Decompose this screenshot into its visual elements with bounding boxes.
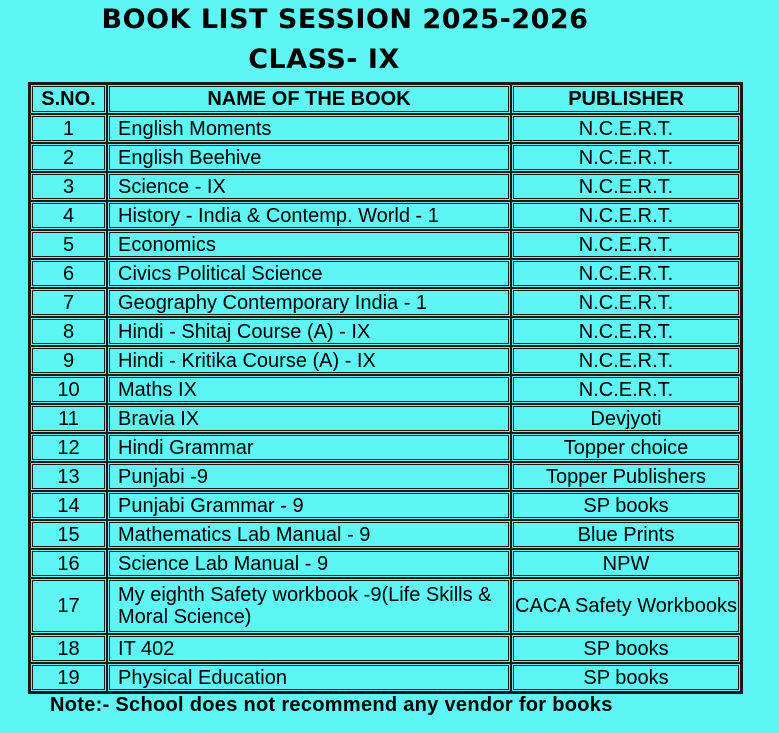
publisher-cell: Blue Prints [511, 520, 741, 549]
table-row [30, 172, 741, 201]
publisher-cell: SP books [511, 491, 741, 520]
table-row [30, 462, 741, 491]
table-row [30, 520, 741, 549]
class-label: CLASS- IX [248, 44, 400, 75]
table-row [30, 346, 741, 375]
table-row [30, 375, 741, 404]
book-name-cell: Science - IX [107, 172, 511, 201]
table-header-row [30, 84, 741, 114]
publisher-cell: NPW [511, 549, 741, 578]
publisher-cell: N.C.E.R.T. [511, 375, 741, 404]
publisher-cell: N.C.E.R.T. [511, 259, 741, 288]
book-name-cell: Punjabi Grammar - 9 [107, 491, 511, 520]
table-row [30, 114, 741, 143]
book-name-cell: Hindi - Shitaj Course (A) - IX [107, 317, 511, 346]
book-list-table [28, 82, 743, 694]
serial-number-cell: 19 [30, 663, 107, 692]
publisher-cell: N.C.E.R.T. [511, 172, 741, 201]
table-row [30, 491, 741, 520]
serial-number-cell: 5 [30, 230, 107, 259]
footer-note: Note:- School does not recommend any vendor for books [50, 694, 613, 716]
table-row [30, 549, 741, 578]
book-name-cell: Science Lab Manual - 9 [107, 549, 511, 578]
table-row [30, 143, 741, 172]
column-header-book: NAME OF THE BOOK [107, 84, 511, 114]
book-name-cell: Hindi Grammar [107, 433, 511, 462]
book-name-cell: IT 402 [107, 634, 511, 663]
serial-number-cell: 16 [30, 549, 107, 578]
serial-number-cell: 2 [30, 143, 107, 172]
serial-number-cell: 17 [30, 578, 107, 634]
table-row [30, 259, 741, 288]
publisher-cell: Topper choice [511, 433, 741, 462]
book-name-cell: My eighth Safety workbook -9(Life Skills & Moral Science) [107, 578, 511, 634]
column-header-publisher: PUBLISHER [511, 84, 741, 114]
publisher-cell: N.C.E.R.T. [511, 114, 741, 143]
book-name-cell: Mathematics Lab Manual - 9 [107, 520, 511, 549]
book-name-cell: Bravia IX [107, 404, 511, 433]
publisher-cell: N.C.E.R.T. [511, 230, 741, 259]
publisher-cell: Devjyoti [511, 404, 741, 433]
table-row [30, 433, 741, 462]
publisher-cell: N.C.E.R.T. [511, 346, 741, 375]
table-row [30, 230, 741, 259]
book-name-cell: Physical Education [107, 663, 511, 692]
serial-number-cell: 7 [30, 288, 107, 317]
table-row [30, 317, 741, 346]
publisher-cell: CACA Safety Workbooks [511, 578, 741, 634]
column-header-sno: S.NO. [30, 84, 107, 114]
publisher-cell: N.C.E.R.T. [511, 288, 741, 317]
publisher-cell: N.C.E.R.T. [511, 143, 741, 172]
serial-number-cell: 8 [30, 317, 107, 346]
serial-number-cell: 3 [30, 172, 107, 201]
publisher-cell: N.C.E.R.T. [511, 317, 741, 346]
serial-number-cell: 12 [30, 433, 107, 462]
serial-number-cell: 15 [30, 520, 107, 549]
publisher-cell: SP books [511, 663, 741, 692]
book-name-cell: Punjabi -9 [107, 462, 511, 491]
serial-number-cell: 14 [30, 491, 107, 520]
page-title: BOOK LIST SESSION 2025-2026 [101, 4, 589, 35]
serial-number-cell: 6 [30, 259, 107, 288]
publisher-cell: N.C.E.R.T. [511, 201, 741, 230]
book-name-cell: Maths IX [107, 375, 511, 404]
table-row [30, 201, 741, 230]
serial-number-cell: 1 [30, 114, 107, 143]
serial-number-cell: 10 [30, 375, 107, 404]
serial-number-cell: 9 [30, 346, 107, 375]
table-row [30, 634, 741, 663]
book-name-cell: Civics Political Science [107, 259, 511, 288]
book-name-cell: English Beehive [107, 143, 511, 172]
serial-number-cell: 11 [30, 404, 107, 433]
book-name-cell: Economics [107, 230, 511, 259]
serial-number-cell: 13 [30, 462, 107, 491]
serial-number-cell: 4 [30, 201, 107, 230]
publisher-cell: SP books [511, 634, 741, 663]
book-name-cell: English Moments [107, 114, 511, 143]
table-row [30, 288, 741, 317]
serial-number-cell: 18 [30, 634, 107, 663]
table-row [30, 578, 741, 634]
book-name-cell: Geography Contemporary India - 1 [107, 288, 511, 317]
book-name-cell: Hindi - Kritika Course (A) - IX [107, 346, 511, 375]
publisher-cell: Topper Publishers [511, 462, 741, 491]
table-row [30, 404, 741, 433]
table-row [30, 663, 741, 692]
book-name-cell: History - India & Contemp. World - 1 [107, 201, 511, 230]
